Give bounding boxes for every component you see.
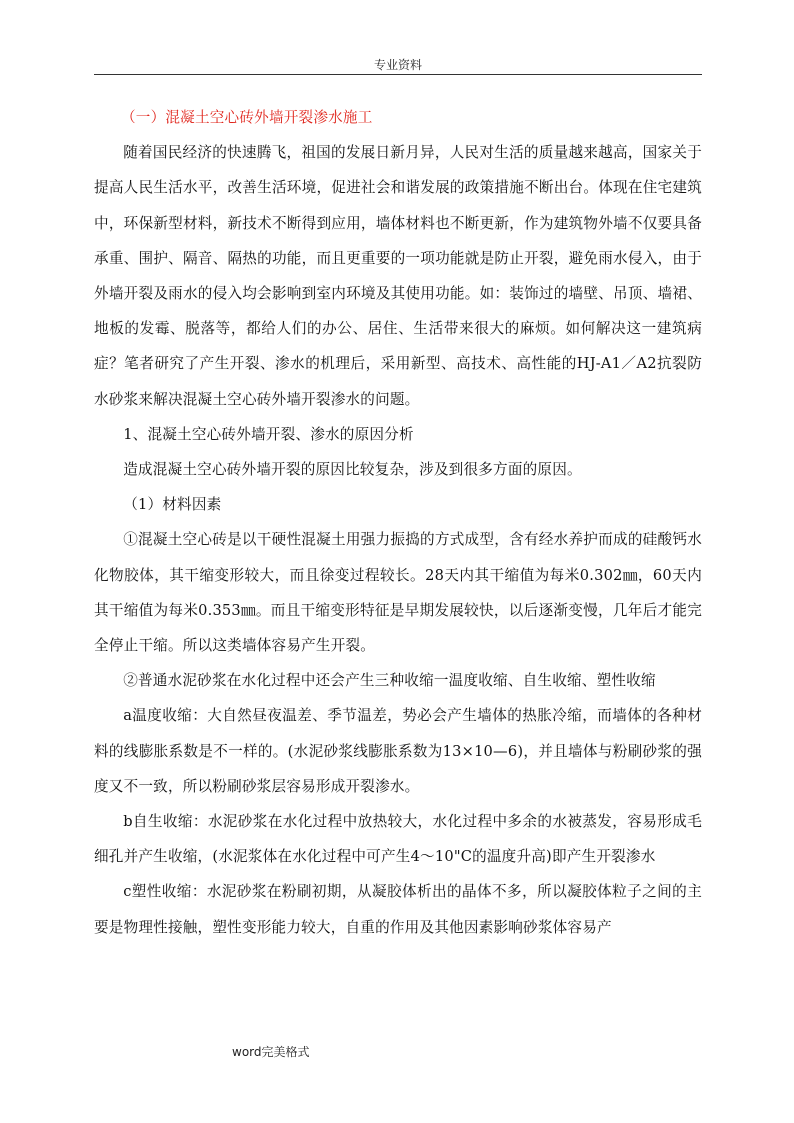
hollow-brick-paragraph: ①混凝土空心砖是以干硬性混凝土用强力振捣的方式成型，含有经水养护而成的硅酸钙水化物胶体，其干缩变形较大，而且徐变过程较长。28天内其干缩值为每米0.302㎜，60天内其干缩值为每米0.353㎜。而且干缩变形特征是早期发展较快，以后逐渐变慢，几年后才能完全停止干缩。所以这类墙体容易产生开裂。	[94, 531, 702, 655]
header-rule	[94, 74, 702, 75]
temperature-shrinkage-paragraph: a温度收缩：大自然昼夜温差、季节温差，势必会产生墙体的热胀冷缩，而墙体的各种材料的线膨胀系数是不一样的。(水泥砂浆线膨胀系数为13×10—6)，并且墙体与粉刷砂浆的强度又不一致，所以粉刷砂浆层容易形成开裂渗水。	[94, 707, 702, 795]
material-factor-heading: （1）材料因素	[123, 496, 222, 514]
section-title: （一）混凝土空心砖外墙开裂渗水施工	[121, 109, 373, 126]
page-header: 专业资料	[373, 58, 422, 72]
plastic-shrinkage-paragraph: c塑性收缩：水泥砂浆在粉刷初期，从凝胶体析出的晶体不多，所以凝胶体粒子之间的主要是物理性接触，塑性变形能力较大，自重的作用及其他因素影响砂浆体容易产	[94, 883, 702, 936]
document-body	[94, 100, 702, 945]
page-footer: word完美格式	[232, 1045, 310, 1059]
cause-analysis-heading: 1、混凝土空心砖外墙开裂、渗水的原因分析	[123, 425, 414, 443]
autogenous-shrinkage-paragraph: b自生收缩：水泥砂浆在水化过程中放热较大，水化过程中多余的水被蒸发，容易形成毛细孔并产生收缩，(水泥浆体在水化过程中可产生4～10"C的温度升高)即产生开裂渗水	[94, 813, 702, 866]
intro-paragraph: 随着国民经济的快速腾飞，祖国的发展日新月异，人民对生活的质量越来越高，国家关于提高人民生活水平，改善生活环境，促进社会和谐发展的政策措施不断出台。体现在住宅建筑中，环保新型材料，新技术不断得到应用，墙体材料也不断更新，作为建筑物外墙不仅要具备承重、围护、隔音、隔热的功能，而且更重要的一项功能就是防止开裂，避免雨水侵入，由于外墙开裂及雨水的侵入均会影响到室内环境及其使用功能。如：装饰过的墙壁、吊顶、墙裙、地板的发霉、脱落等，都给人们的办公、居住、生活带来很大的麻烦。如何解决这一建筑病症？笔者研究了产生开裂、渗水的机理后，采用新型、高技术、高性能的HJ-A1／A2抗裂防水砂浆来解决混凝土空心砖外墙开裂渗水的问题。	[94, 144, 702, 408]
cause-summary-paragraph: 造成混凝土空心砖外墙开裂的原因比较复杂，涉及到很多方面的原因。	[123, 461, 582, 479]
mortar-shrinkage-paragraph: ②普通水泥砂浆在水化过程中还会产生三种收缩一温度收缩、自生收缩、塑性收缩	[123, 672, 656, 690]
